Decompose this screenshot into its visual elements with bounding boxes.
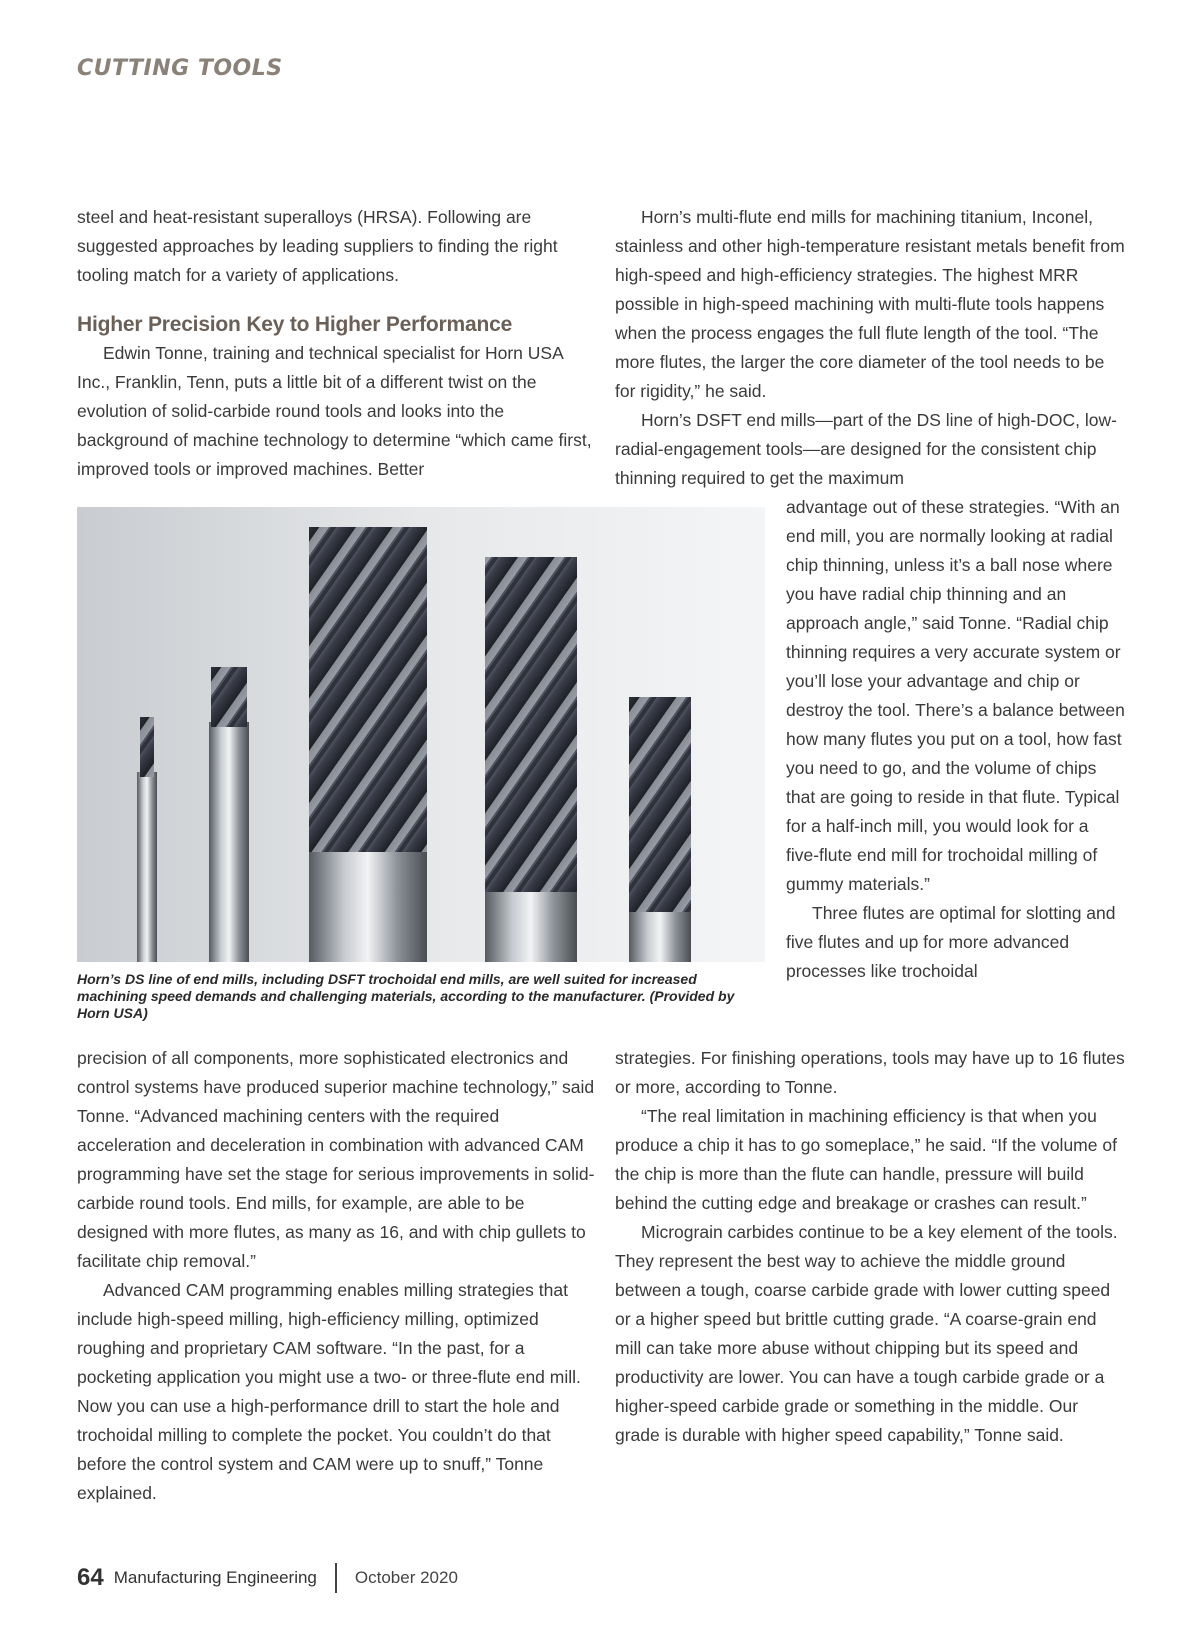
paragraph-precision-continued: precision of all components, more sophisticated electronics and control systems have produced superior machine technology,” said Tonne. “Advanced machining centers with the required acceleration and deceleration in combination with advanced CAM programming have set the stage for serious improvements in solid-carbide round tools. End mills, for example, are able to be designed with more flutes, as many as 16, and with chip gullets to facilitate chip removal.” [77, 1048, 595, 1271]
footer-divider [335, 1563, 337, 1593]
right-column-narrow [786, 493, 1125, 986]
paragraph-advanced-cam: Advanced CAM programming enables milling strategies that include high-speed milling, high-efficiency milling, optimized roughing and proprietary CAM software. “In the past, for a pocketing application you might use a two- or three-flute end mill. Now you can use a high-performance drill to start the hole and trochoidal milling to complete the pocket. You couldn’t do that before the control system and CAM were up to snuff,” Tonne explained. [77, 1280, 581, 1503]
paragraph-dsft: Horn’s DSFT end mills—part of the DS line of high-DOC, low-radial-engagement tools—are designed for the consistent chip thinning required to get the maximum [615, 410, 1117, 488]
section-label: CUTTING TOOLS [77, 56, 283, 81]
page-number: 64 [77, 1564, 104, 1591]
issue-date: October 2020 [354, 1568, 458, 1587]
paragraph-multi-flute: Horn’s multi-flute end mills for machining titanium, Inconel, stainless and other high-temperature resistant metals benefit from high-speed and high-efficiency strategies. The highest MRR possible in high-speed machining with multi-flute tools happens when the process engages the full flute length of the tool. “The more flutes, the larger the core diameter of the tool needs to be for rigidity,” he said. [615, 207, 1125, 401]
paragraph-three-flutes: Three flutes are optimal for slotting and five flutes and up for more advanced processes like trochoidal [786, 903, 1116, 981]
right-column-top [615, 203, 1125, 493]
paragraph-tonne-intro: Edwin Tonne, training and technical specialist for Horn USA Inc., Franklin, Tenn, puts a little bit of a different twist on the evolution of solid-carbide round tools and looks into the background of machine technology to determine “which came first, improved tools or improved machines. Better [77, 343, 592, 479]
intro-paragraph: steel and heat-resistant superalloys (HRSA). Following are suggested approaches by leading suppliers to finding the right tooling match for a variety of applications. [77, 207, 558, 285]
magazine-name: Manufacturing Engineering [113, 1568, 317, 1587]
paragraph-dsft-continued: advantage out of these strategies. “With an end mill, you are normally looking at radial chip thinning, unless it’s a ball nose where you have radial chip thinning and an approach angle,” said Tonne. “Radial chip thinning requires a very accurate system or you’ll lose your advantage and chip or destroy the tool. There’s a balance between how many flutes you put on a tool, how fast you need to go, and the volume of chips that are going to reside in that flute. Typical for a half-inch mill, you would look for a five-flute end mill for trochoidal milling of gummy materials.” [786, 497, 1125, 894]
paragraph-micrograin: Micrograin carbides continue to be a key element of the tools. They represent the best way to achieve the middle ground between a tough, coarse carbide grade with lower cutting speed or a higher speed but brittle cutting grade. “A coarse-grain end mill can take more abuse without chipping but its speed and productivity are lower. You can have a tough carbide grade or a higher-speed carbide grade or something in the middle. Our grade is durable with higher speed capability,” Tonne said. [615, 1222, 1118, 1445]
figure-caption: Horn’s DS line of end mills, including DSFT trochoidal end mills, are well suited for increased machining speed demands and challenging materials, according to the manufacturer. (Provided by Horn USA) [77, 971, 735, 1021]
section-heading: Higher Precision Key to Higher Performance [77, 313, 513, 336]
left-column-top [77, 203, 597, 484]
right-column-bottom [615, 1044, 1125, 1450]
paragraph-real-limitation: “The real limitation in machining efficiency is that when you produce a chip it has to go someplace,” he said. “If the volume of the chip is more than the flute can handle, pressure will build behind the cutting edge and breakage or crashes can result.” [615, 1106, 1117, 1213]
page-footer [77, 1558, 458, 1598]
paragraph-finishing: strategies. For finishing operations, tools may have up to 16 flutes or more, according to Tonne. [615, 1048, 1125, 1097]
end-mills-photo [77, 507, 765, 962]
left-column-bottom [77, 1044, 597, 1508]
